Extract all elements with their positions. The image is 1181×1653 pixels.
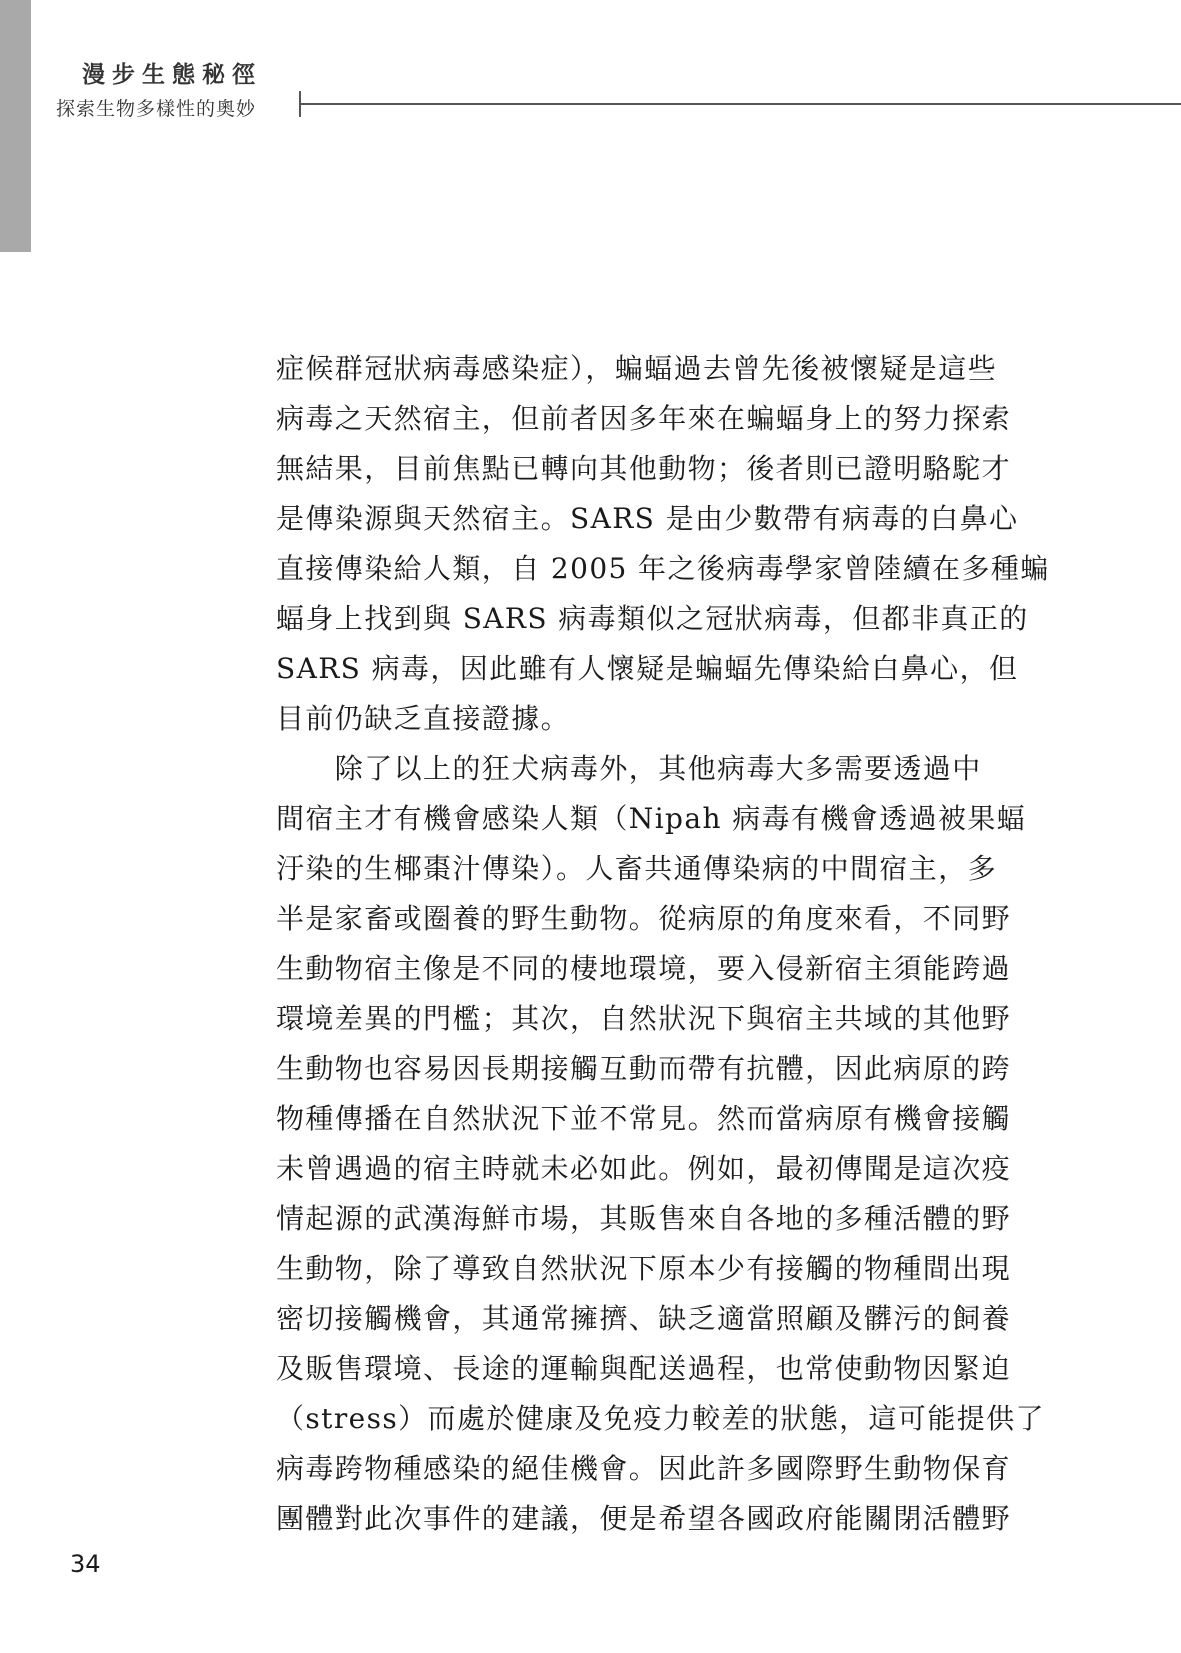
running-header	[0, 0, 1181, 140]
header-rule	[301, 103, 1181, 105]
text-line: 環境差異的門檻；其次，自然狀況下與宿主共域的其他野	[276, 1002, 1012, 1035]
text-line: 汙染的生椰棗汁傳染）。人畜共通傳染病的中間宿主，多	[276, 852, 998, 885]
text-line: 密切接觸機會，其通常擁擠、缺乏適當照顧及髒污的飼養	[276, 1302, 1012, 1335]
text-line: 病毒之天然宿主，但前者因多年來在蝙蝠身上的努力探索	[276, 402, 1012, 435]
book-title: 漫步生態秘徑	[82, 62, 262, 88]
text-line: 目前仍缺乏直接證據。	[276, 702, 571, 735]
text-line: 無結果，目前焦點已轉向其他動物；後者則已證明駱駝才	[276, 452, 1012, 485]
text-line: 生動物宿主像是不同的棲地環境，要入侵新宿主須能跨過	[276, 952, 1012, 985]
page-number: 34	[70, 1550, 101, 1578]
text-line: 物種傳播在自然狀況下並不常見。然而當病原有機會接觸	[276, 1102, 1012, 1135]
text-line: 生動物也容易因長期接觸互動而帶有抗體，因此病原的跨	[276, 1052, 1012, 1085]
text-line: 生動物，除了導致自然狀況下原本少有接觸的物種間出現	[276, 1252, 1012, 1285]
text-line: 間宿主才有機會感染人類（Nipah 病毒有機會透過被果蝠	[276, 802, 1027, 835]
body-text	[276, 344, 1050, 1544]
text-line: 團體對此次事件的建議，便是希望各國政府能關閉活體野	[276, 1502, 1012, 1535]
text-line: 直接傳染給人類，自 2005 年之後病毒學家曾陸續在多種蝙	[276, 552, 1050, 585]
text-line: SARS 病毒，因此雖有人懷疑是蝙蝠先傳染給白鼻心，但	[276, 652, 1019, 685]
text-line: 症候群冠狀病毒感染症），蝙蝠過去曾先後被懷疑是這些	[276, 352, 998, 385]
text-line: （stress）而處於健康及免疫力較差的狀態，這可能提供了	[276, 1402, 1045, 1435]
text-line: 未曾遇過的宿主時就未必如此。例如，最初傳聞是這次疫	[276, 1152, 1012, 1185]
text-line: 是傳染源與天然宿主。SARS 是由少數帶有病毒的白鼻心	[276, 502, 1019, 535]
text-line: 半是家畜或圈養的野生動物。從病原的角度來看，不同野	[276, 902, 1012, 935]
text-line: 及販售環境、長途的運輸與配送過程，也常使動物因緊迫	[276, 1352, 1012, 1385]
text-line: 情起源的武漢海鮮市場，其販售來自各地的多種活體的野	[276, 1202, 1012, 1235]
text-line: 除了以上的狂犬病毒外，其他病毒大多需要透過中	[276, 752, 982, 785]
text-line: 病毒跨物種感染的絕佳機會。因此許多國際野生動物保育	[276, 1452, 1012, 1485]
book-subtitle: 探索生物多樣性的奧妙	[56, 98, 257, 120]
text-line: 蝠身上找到與 SARS 病毒類似之冠狀病毒，但都非真正的	[276, 602, 1029, 635]
